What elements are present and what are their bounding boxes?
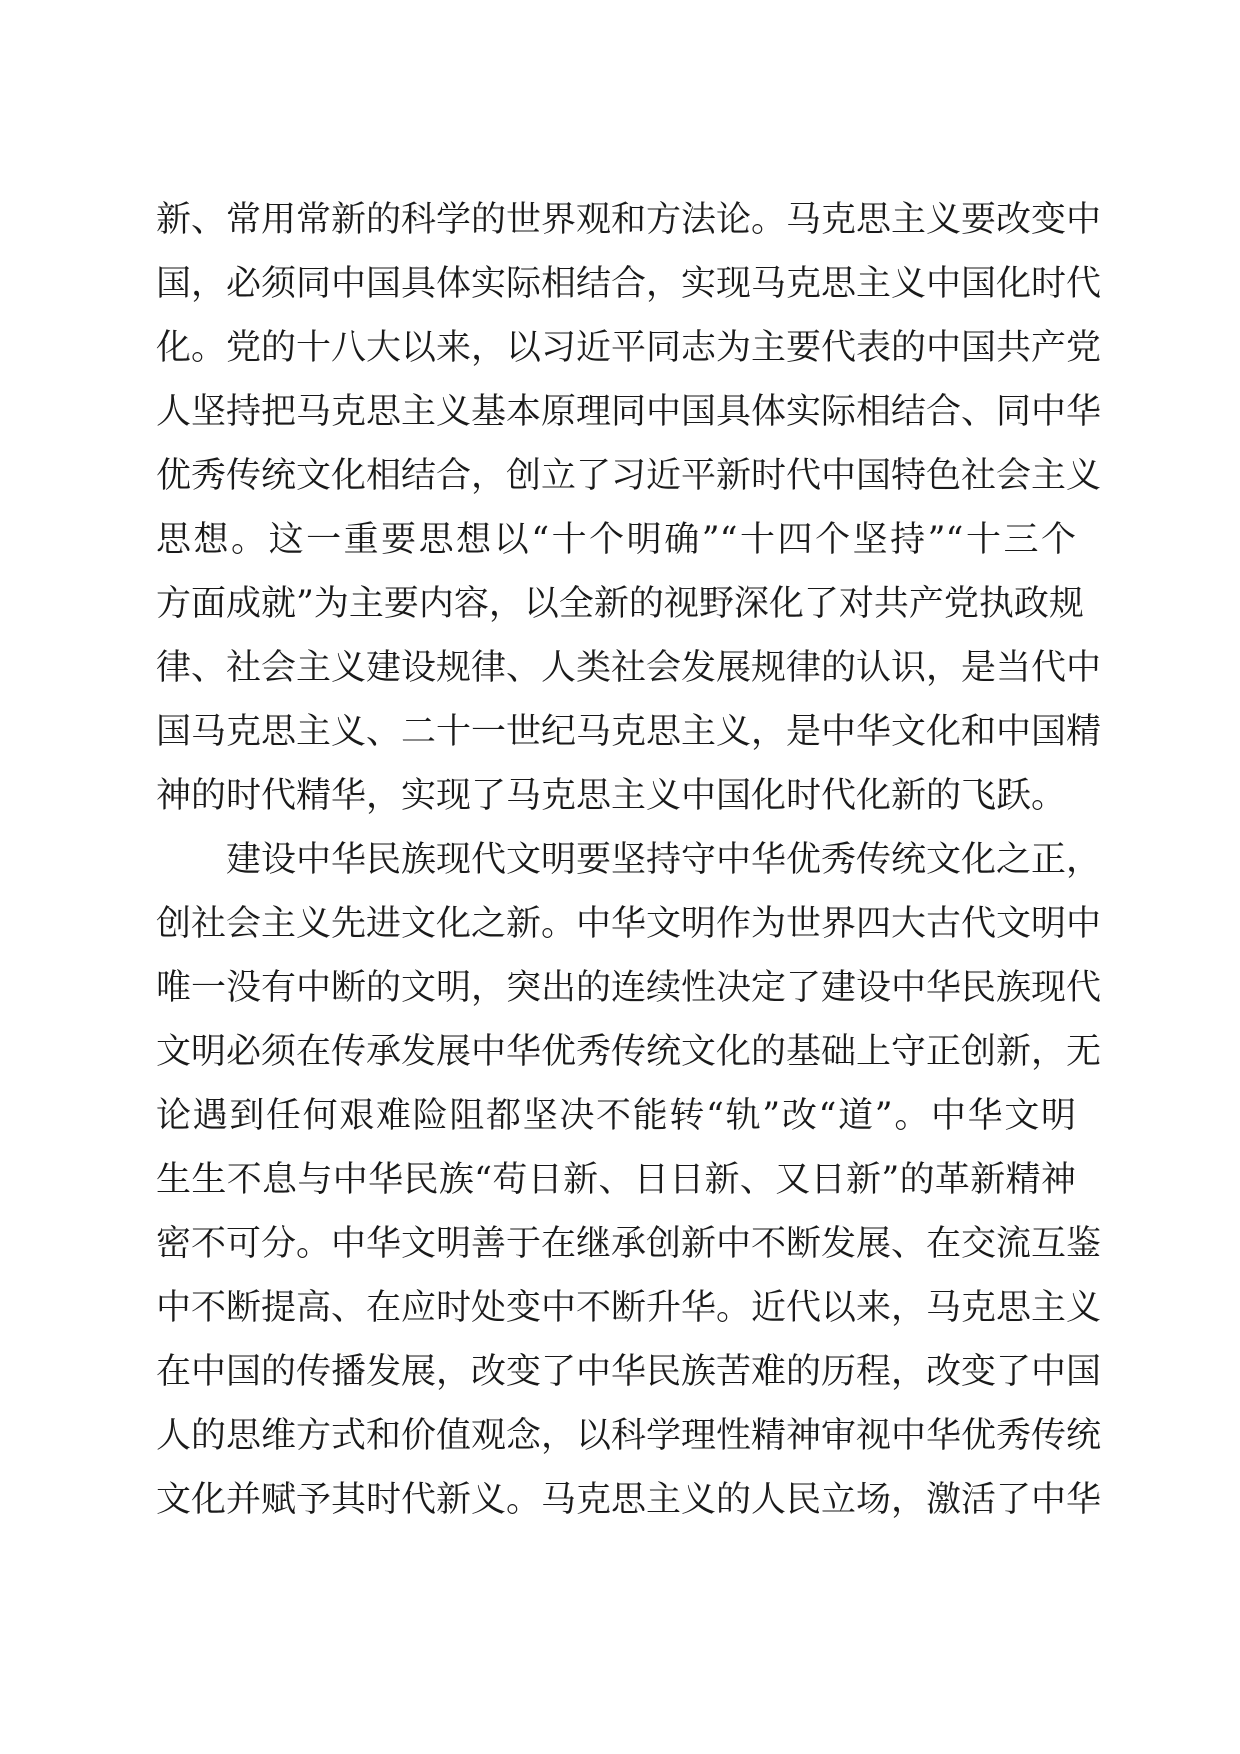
text-line: 神的时代精华，实现了马克思主义中国化时代化新的飞跃。 (156, 776, 1067, 816)
text-line: 密不可分。中华文明善于在继承创新中不断发展、在交流互鉴 (156, 1224, 1102, 1264)
document-body (156, 188, 1102, 1532)
text-line: 优秀传统文化相结合，创立了习近平新时代中国特色社会主义 (156, 456, 1102, 496)
text-line: 新、常用常新的科学的世界观和方法论。马克思主义要改变中 (156, 200, 1102, 240)
text-line: 创社会主义先进文化之新。中华文明作为世界四大古代文明中 (156, 904, 1102, 944)
text-line: 文化并赋予其时代新义。马克思主义的人民立场，激活了中华 (156, 1480, 1102, 1520)
text-line: 国，必须同中国具体实际相结合，实现马克思主义中国化时代 (156, 264, 1102, 304)
text-line: 思想。这一重要思想以“十个明确”“十四个坚持”“十三个 (156, 520, 1076, 560)
text-line: 在中国的传播发展，改变了中华民族苦难的历程，改变了中国 (156, 1352, 1102, 1392)
text-line: 建设中华民族现代文明要坚持守中华优秀传统文化之正， (226, 840, 1102, 880)
text-line: 文明必须在传承发展中华优秀传统文化的基础上守正创新，无 (156, 1032, 1102, 1072)
text-line: 化。党的十八大以来，以习近平同志为主要代表的中国共产党 (156, 328, 1102, 368)
text-line: 唯一没有中断的文明，突出的连续性决定了建设中华民族现代 (156, 968, 1102, 1008)
text-line: 中不断提高、在应时处变中不断升华。近代以来，马克思主义 (156, 1288, 1102, 1328)
text-line: 人的思维方式和价值观念，以科学理性精神审视中华优秀传统 (156, 1416, 1102, 1456)
text-line: 生生不息与中华民族“苟日新、日日新、又日新”的革新精神 (156, 1160, 1076, 1200)
text-line: 国马克思主义、二十一世纪马克思主义，是中华文化和中国精 (156, 712, 1102, 752)
text-line: 人坚持把马克思主义基本原理同中国具体实际相结合、同中华 (156, 392, 1102, 432)
paragraph-1 (156, 188, 1102, 828)
paragraph-2 (156, 828, 1102, 1532)
text-line: 律、社会主义建设规律、人类社会发展规律的认识，是当代中 (156, 648, 1102, 688)
text-line: 方面成就”为主要内容，以全新的视野深化了对共产党执政规 (156, 584, 1084, 624)
text-line: 论遇到任何艰难险阻都坚决不能转“轨”改“道”。中华文明 (156, 1096, 1076, 1136)
